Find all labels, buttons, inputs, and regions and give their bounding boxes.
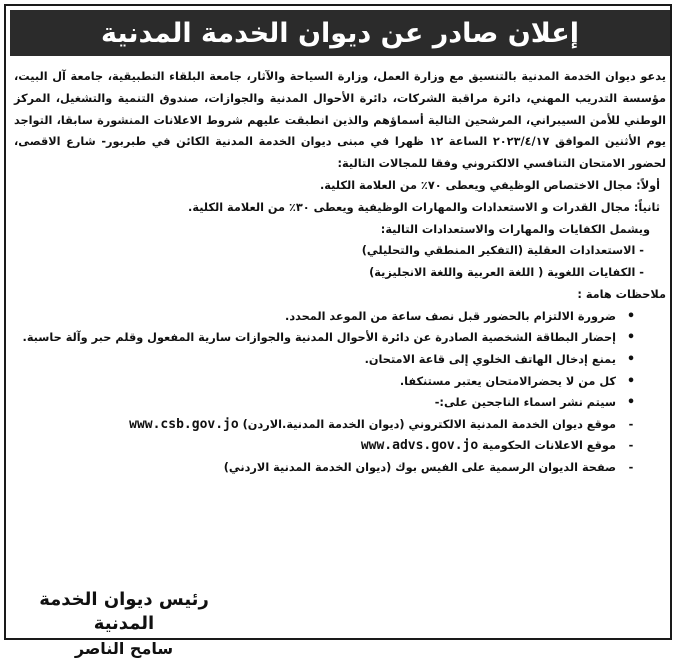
- note-text: يمنع إدخال الهاتف الخلوي إلى قاعة الامتحان.: [364, 352, 616, 366]
- bullet-icon: [624, 392, 638, 414]
- note-item: [14, 327, 666, 349]
- notes-heading: ملاحظات هامة :: [577, 287, 666, 301]
- skills-intro: ويشمل الكفايات والمهارات والاستعدادات التالية:: [380, 222, 650, 236]
- dash-icon: [624, 414, 638, 436]
- signature-name: سامح الناصر: [74, 639, 174, 658]
- csb-website-link[interactable]: www.csb.gov.jo: [129, 416, 239, 432]
- advs-website-link[interactable]: www.advs.gov.jo: [360, 438, 479, 454]
- note-item: [14, 306, 666, 328]
- field-second: ثانياً: مجال القدرات و الاستعدادات والمهارات الوظيفية ويعطى ٣٠٪ من العلامة الكلية.: [188, 200, 660, 214]
- note-item: [14, 371, 666, 393]
- note-text: ضرورة الالتزام بالحضور قبل نصف ساعة من الموعد المحدد.: [285, 309, 616, 323]
- note-item: [14, 349, 666, 371]
- note-text: سيتم نشر اسماء الناجحين على:-: [434, 396, 616, 410]
- note-item: [14, 435, 666, 457]
- signature-title: رئيس ديوان الخدمة المدنية: [39, 589, 209, 634]
- announcement-body: [14, 66, 666, 479]
- note-text: موقع ديوان الخدمة المدنية الالكتروني (ديوان الخدمة المدنية.الاردن): [242, 417, 616, 431]
- field-first: أولاً: مجال الاختصاص الوظيفي ويعطى ٧٠٪ من العلامة الكلية.: [320, 178, 660, 192]
- note-item: [14, 414, 666, 436]
- dash-icon: [624, 457, 638, 479]
- intro-paragraph: يدعو ديوان الخدمة المدنية بالتنسيق مع وزارة العمل، وزارة السياحة والآثار، جامعة البلقاء التطبيقية، جامعة آل البيت، مؤسسة التدريب المهني، دائرة مراقبة الشركات، دائرة الأحوال المدنية والجوازات، صندوق التنمية والتشغيل، المركز الوطني للأمن السيبراني، المرشحين التالية أسماؤهم والذين انطبقت عليهم شروط الاعلانات المنشورة سابقا، التواجد يوم الأثنين الموافق ٢٠٢٣/٤/١٧ الساعة ١٢ ظهرا في مبنى ديوان الخدمة المدنية الكائن في طبربور- شارع الاقصى، لحضور الامتحان التنافسي الالكتروني وفقا للمجالات التالية:: [14, 70, 666, 171]
- bullet-icon: [624, 371, 638, 393]
- note-item: [14, 457, 666, 479]
- note-text: موقع الاعلانات الحكومية: [482, 439, 616, 453]
- dash-icon: [624, 435, 638, 457]
- bullet-icon: [624, 306, 638, 328]
- notes-list: [14, 306, 666, 479]
- skill-mental: - الاستعدادات العقلية (التفكير المنطقي والتحليلي): [361, 244, 644, 258]
- signature-block: [24, 588, 224, 660]
- announcement-title: إعلان صادر عن ديوان الخدمة المدنية: [101, 17, 579, 49]
- note-text: إحضار البطاقة الشخصية الصادرة عن دائرة الأحوال المدنية والجوازات سارية المفعول وقلم حبر وآلة حاسبة.: [22, 331, 616, 345]
- bullet-icon: [624, 327, 638, 349]
- title-banner: [10, 10, 670, 56]
- note-item: [14, 392, 666, 414]
- bullet-icon: [624, 349, 638, 371]
- skill-language: - الكفايات اللغوية ( اللغة العربية واللغة الانجليزية): [369, 266, 644, 280]
- note-text: كل من لا يحضرالامتحان يعتبر مستنكفا.: [399, 374, 616, 388]
- note-text: صفحة الديوان الرسمية على الفيس بوك (ديوان الخدمة المدنية الاردني): [223, 460, 616, 474]
